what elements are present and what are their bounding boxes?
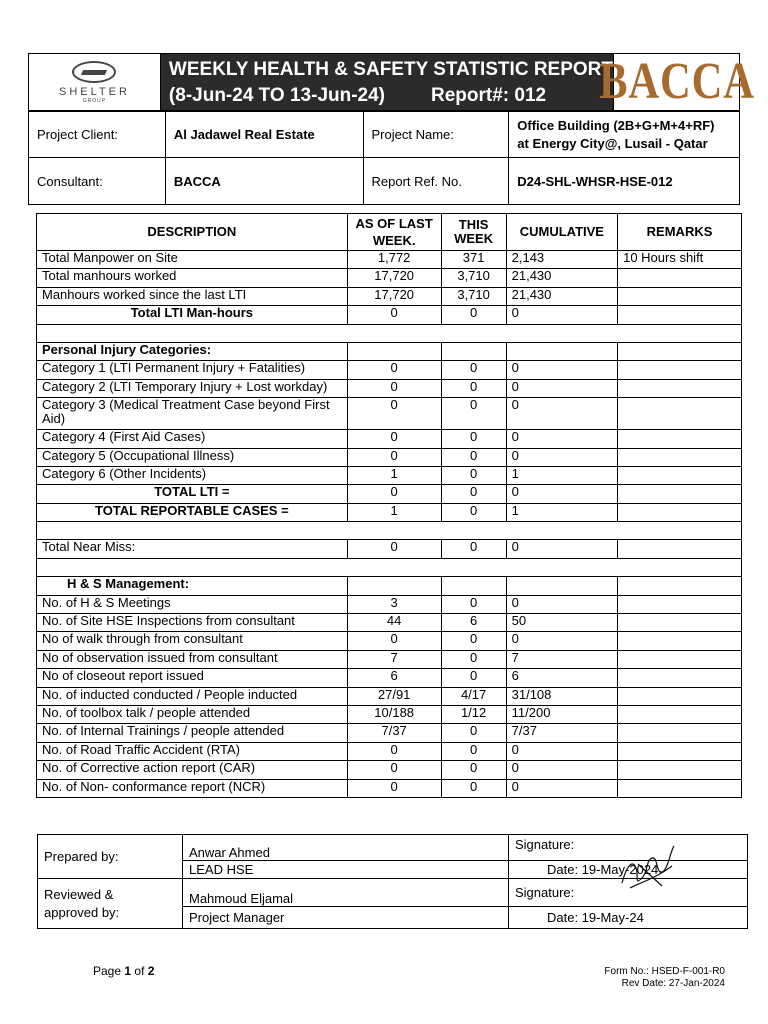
row-last: 0 (347, 379, 441, 397)
project-label: Project Name: (363, 112, 509, 158)
section-personal-injury: Personal Injury Categories: (37, 342, 348, 360)
prepared-role: LEAD HSE (183, 861, 509, 879)
row-week: 6 (441, 614, 506, 632)
row-week: 0 (441, 430, 506, 448)
form-number: Form No.: HSED-F-001-R0 (604, 966, 725, 977)
row-last: 44 (347, 614, 441, 632)
row-week: 0 (441, 466, 506, 484)
row-week: 1/12 (441, 705, 506, 723)
col-remarks: REMARKS (618, 214, 742, 251)
table-row (37, 705, 742, 723)
prepared-date: Date: 19-May-2024 (509, 861, 748, 879)
row-remarks (618, 650, 742, 668)
table-row (37, 687, 742, 705)
row-cum: 0 (506, 306, 617, 324)
row-week: 0 (441, 669, 506, 687)
row-desc: Category 3 (Medical Treatment Case beyond First Aid) (37, 398, 348, 430)
row-cum: 0 (506, 595, 617, 613)
shelter-logo-icon (72, 61, 116, 83)
row-last: 7 (347, 650, 441, 668)
table-row (37, 306, 742, 324)
row-remarks (618, 724, 742, 742)
page-prefix: Page (93, 964, 122, 978)
empty-cell (618, 342, 742, 360)
col-cumulative: CUMULATIVE (506, 214, 617, 251)
row-desc: Category 1 (LTI Permanent Injury + Fatalities) (37, 361, 348, 379)
row-remarks (618, 361, 742, 379)
row-desc: Total manhours worked (37, 269, 348, 287)
project-value-line1: Office Building (2B+G+M+4+RF) (517, 117, 715, 133)
row-cum: 0 (506, 430, 617, 448)
spacer-cell (37, 522, 742, 540)
row-desc: Total LTI Man-hours (37, 306, 348, 324)
row-remarks (618, 448, 742, 466)
empty-cell (441, 577, 506, 595)
consultant-label: Consultant: (29, 158, 166, 205)
table-row (37, 595, 742, 613)
table-row (37, 269, 742, 287)
row-week: 371 (441, 251, 506, 269)
row-remarks (618, 430, 742, 448)
row-desc: No of closeout report issued (37, 669, 348, 687)
row-last: 0 (347, 430, 441, 448)
row-week: 0 (441, 540, 506, 558)
row-last: 0 (347, 485, 441, 503)
row-desc: No. of Road Traffic Accident (RTA) (37, 742, 348, 760)
row-last: 0 (347, 540, 441, 558)
section-row (37, 577, 742, 595)
row-last: 0 (347, 398, 441, 430)
row-cum: 1 (506, 503, 617, 521)
row-week: 3,710 (441, 287, 506, 305)
prepared-name: Anwar Ahmed (183, 835, 509, 861)
project-info-table (28, 111, 740, 205)
row-last: 0 (347, 742, 441, 760)
row-remarks (618, 779, 742, 797)
table-row (37, 761, 742, 779)
row-last: 10/188 (347, 705, 441, 723)
row-week: 0 (441, 379, 506, 397)
logo-name: SHELTER (59, 85, 130, 98)
consultant-value: BACCA (165, 158, 363, 205)
info-row-consultant (29, 158, 740, 205)
page-current: 1 (124, 964, 132, 978)
row-remarks (618, 379, 742, 397)
row-remarks (618, 742, 742, 760)
client-label: Project Client: (29, 112, 166, 158)
row-cum: 50 (506, 614, 617, 632)
row-cum: 21,430 (506, 269, 617, 287)
row-cum: 0 (506, 485, 617, 503)
row-cum: 7 (506, 650, 617, 668)
table-row (37, 251, 742, 269)
row-last: 0 (347, 448, 441, 466)
row-remarks (618, 669, 742, 687)
row-last: 0 (347, 632, 441, 650)
row-last: 3 (347, 595, 441, 613)
row-cum: 0 (506, 632, 617, 650)
col-description: DESCRIPTION (37, 214, 348, 251)
row-desc: No. of Internal Trainings / people attended (37, 724, 348, 742)
ref-value: D24-SHL-WHSR-HSE-012 (509, 158, 740, 205)
reviewed-label (38, 879, 183, 929)
row-week: 0 (441, 595, 506, 613)
table-row (37, 485, 742, 503)
row-cum: 0 (506, 779, 617, 797)
row-remarks (618, 398, 742, 430)
row-desc: No. of Site HSE Inspections from consultant (37, 614, 348, 632)
row-remarks (618, 503, 742, 521)
row-desc: No of walk through from consultant (37, 632, 348, 650)
row-week: 0 (441, 632, 506, 650)
table-row (37, 503, 742, 521)
row-last: 17,720 (347, 269, 441, 287)
row-desc: TOTAL REPORTABLE CASES = (37, 503, 348, 521)
row-cum: 21,430 (506, 287, 617, 305)
row-remarks (618, 761, 742, 779)
row-last: 1 (347, 503, 441, 521)
row-cum: 0 (506, 361, 617, 379)
table-row (37, 724, 742, 742)
project-value (509, 112, 740, 158)
spacer-row (37, 558, 742, 576)
section-hs-management: H & S Management: (37, 577, 348, 595)
client-value: Al Jadawel Real Estate (165, 112, 363, 158)
row-desc: No. of inducted conducted / People inducted (37, 687, 348, 705)
row-remarks (618, 540, 742, 558)
row-desc: Category 4 (First Aid Cases) (37, 430, 348, 448)
row-last: 0 (347, 361, 441, 379)
col-last-week-line1: AS OF LAST (355, 216, 433, 231)
table-row (37, 398, 742, 430)
table-row (37, 779, 742, 797)
row-desc: No. of H & S Meetings (37, 595, 348, 613)
empty-cell (441, 342, 506, 360)
row-week: 0 (441, 779, 506, 797)
row-week: 0 (441, 485, 506, 503)
row-remarks (618, 632, 742, 650)
row-desc: Manhours worked since the last LTI (37, 287, 348, 305)
row-remarks (618, 485, 742, 503)
table-row (37, 448, 742, 466)
table-header-row (37, 214, 742, 251)
row-cum: 0 (506, 742, 617, 760)
report-header (28, 53, 755, 111)
table-row (37, 379, 742, 397)
row-week: 4/17 (441, 687, 506, 705)
row-last: 0 (347, 779, 441, 797)
page-number (93, 964, 154, 978)
row-remarks (618, 269, 742, 287)
empty-cell (618, 577, 742, 595)
section-row (37, 342, 742, 360)
row-desc: Total Manpower on Site (37, 251, 348, 269)
row-desc: Category 5 (Occupational Illness) (37, 448, 348, 466)
row-remarks (618, 466, 742, 484)
row-remarks (618, 595, 742, 613)
row-remarks: 10 Hours shift (618, 251, 742, 269)
row-desc: No of observation issued from consultant (37, 650, 348, 668)
row-cum: 0 (506, 761, 617, 779)
row-desc: No. of Corrective action report (CAR) (37, 761, 348, 779)
row-last: 7/37 (347, 724, 441, 742)
empty-cell (506, 577, 617, 595)
col-last-week (347, 214, 441, 251)
reviewed-role: Project Manager (183, 907, 509, 929)
table-row (37, 430, 742, 448)
empty-cell (347, 577, 441, 595)
row-desc: TOTAL LTI = (37, 485, 348, 503)
table-row (37, 287, 742, 305)
project-value-line2: at Energy City@, Lusail - Qatar (517, 135, 708, 151)
handwritten-signature (612, 838, 682, 893)
row-remarks (618, 687, 742, 705)
col-this-week: THIS WEEK (441, 214, 506, 251)
table-row (37, 466, 742, 484)
info-row-client (29, 112, 740, 158)
row-cum: 0 (506, 398, 617, 430)
row-desc: Total Near Miss: (37, 540, 348, 558)
row-remarks (618, 306, 742, 324)
report-title-box (161, 54, 613, 110)
row-week: 0 (441, 503, 506, 521)
report-title: WEEKLY HEALTH & SAFETY STATISTIC REPORT (168, 59, 613, 80)
table-row (37, 669, 742, 687)
col-last-week-line2: WEEK. (372, 233, 416, 248)
row-last: 1,772 (347, 251, 441, 269)
row-cum: 6 (506, 669, 617, 687)
reviewed-signature-label: Signature: (509, 879, 748, 907)
row-cum: 2,143 (506, 251, 617, 269)
row-last: 1 (347, 466, 441, 484)
row-week: 0 (441, 361, 506, 379)
row-week: 0 (441, 761, 506, 779)
prepared-label: Prepared by: (38, 835, 183, 879)
row-week: 3,710 (441, 269, 506, 287)
report-period: (8-Jun-24 TO 13-Jun-24) (168, 85, 386, 106)
spacer-row (37, 522, 742, 540)
row-last: 0 (347, 306, 441, 324)
report-subtitle (169, 83, 613, 109)
row-last: 6 (347, 669, 441, 687)
prepared-signature-label: Signature: (509, 835, 748, 861)
row-cum: 1 (506, 466, 617, 484)
empty-cell (347, 342, 441, 360)
reviewed-name: Mahmoud Eljamal (183, 879, 509, 907)
bacca-logo (598, 53, 755, 110)
row-last: 0 (347, 761, 441, 779)
ref-label: Report Ref. No. (363, 158, 509, 205)
row-desc: No. of Non- conformance report (NCR) (37, 779, 348, 797)
reviewed-label-line1: Reviewed & (44, 886, 114, 902)
row-desc: No. of toolbox talk / people attended (37, 705, 348, 723)
row-cum: 31/108 (506, 687, 617, 705)
bacca-logo-text: BACCA (598, 53, 755, 110)
table-row (37, 361, 742, 379)
spacer-cell (37, 324, 742, 342)
table-row (37, 632, 742, 650)
spacer-cell (37, 558, 742, 576)
row-week: 0 (441, 306, 506, 324)
row-desc: Category 2 (LTI Temporary Injury + Lost workday) (37, 379, 348, 397)
row-week: 0 (441, 398, 506, 430)
row-remarks (618, 705, 742, 723)
statistics-table (36, 213, 742, 798)
row-remarks (618, 287, 742, 305)
table-row (37, 540, 742, 558)
row-last: 17,720 (347, 287, 441, 305)
reviewed-label-line2: approved by: (44, 904, 120, 920)
row-remarks (618, 614, 742, 632)
report-number: Report#: 012 (431, 85, 547, 106)
page-of: of (134, 964, 145, 978)
empty-cell (506, 342, 617, 360)
logo-sub: GROUP (82, 97, 107, 104)
row-week: 0 (441, 448, 506, 466)
row-desc: Category 6 (Other Incidents) (37, 466, 348, 484)
table-row (37, 614, 742, 632)
shelter-logo (29, 54, 161, 110)
page-total: 2 (147, 964, 155, 978)
row-week: 0 (441, 650, 506, 668)
table-row (37, 742, 742, 760)
row-week: 0 (441, 742, 506, 760)
rev-date: Rev Date: 27-Jan-2024 (621, 978, 725, 989)
table-row (37, 650, 742, 668)
signature-stroke (622, 846, 674, 888)
form-info (604, 966, 725, 990)
row-cum: 0 (506, 540, 617, 558)
row-cum: 0 (506, 448, 617, 466)
row-last: 27/91 (347, 687, 441, 705)
row-cum: 0 (506, 379, 617, 397)
spacer-row (37, 324, 742, 342)
row-cum: 7/37 (506, 724, 617, 742)
row-cum: 11/200 (506, 705, 617, 723)
row-week: 0 (441, 724, 506, 742)
reviewed-date: Date: 19-May-24 (509, 907, 748, 929)
